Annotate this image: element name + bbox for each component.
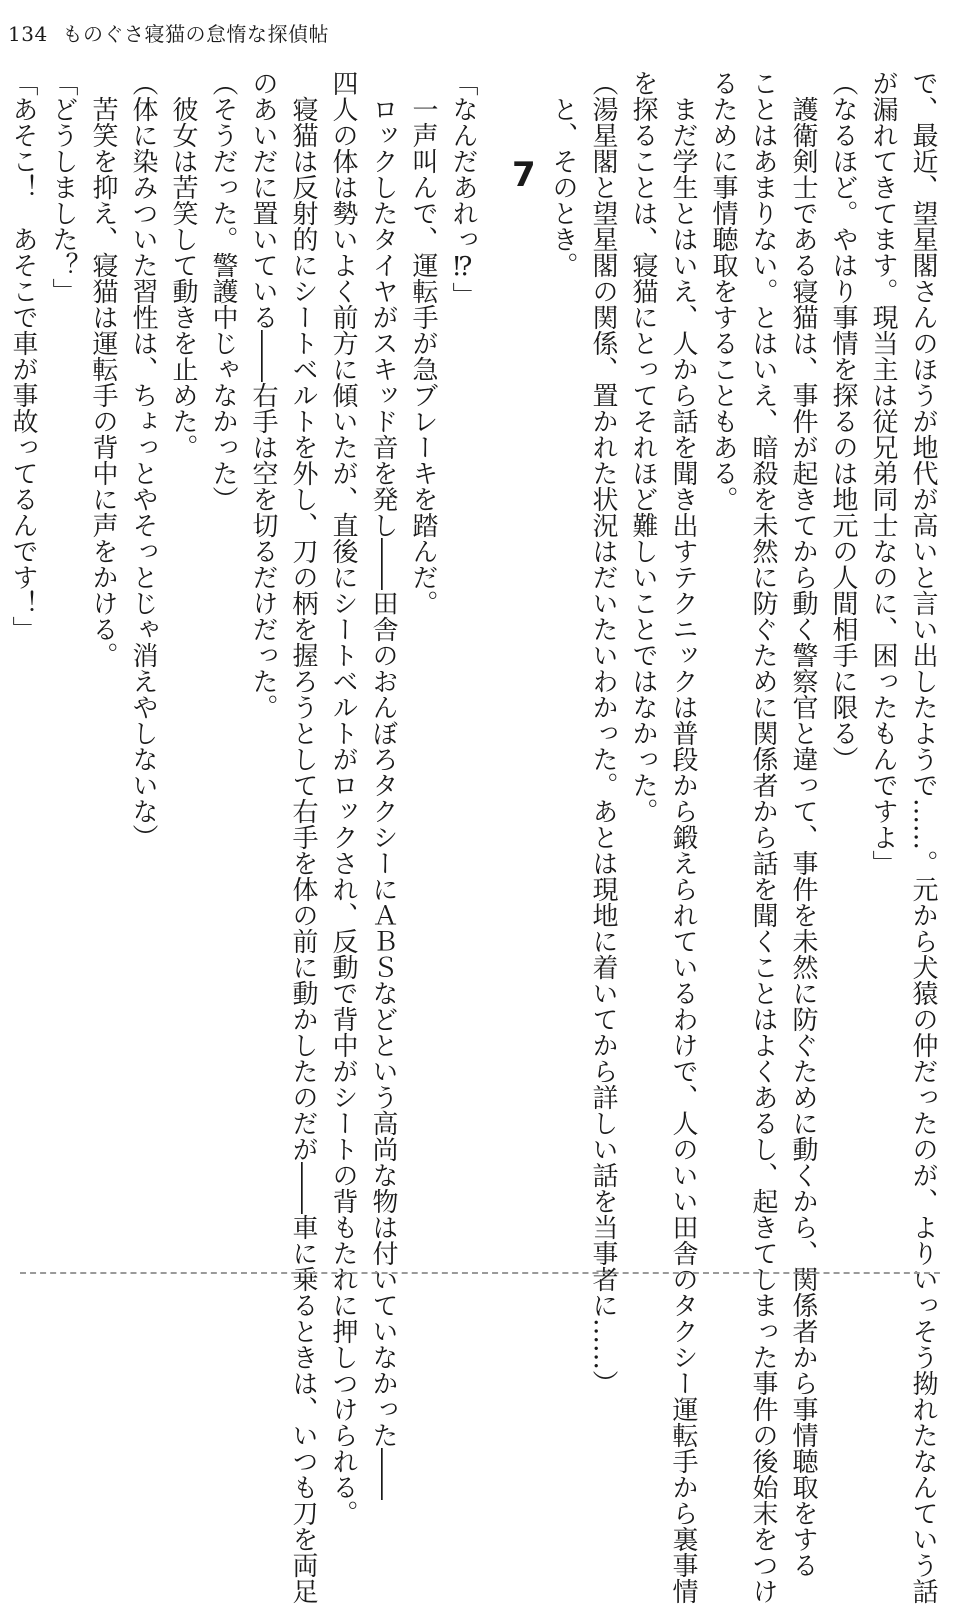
text-column: （湯星閣と望星閣の関係、置かれた状況はだいたいわかった。あとは現地に着いてから詳しい話を当事者に……） (588, 70, 618, 1396)
text-column: ことはあまりない。とはいえ、暗殺を未然に防ぐために関係者から話を聞くことはよくあるし、起きてしまった事件の後始末をつけ (748, 70, 778, 1604)
text-column: （体に染みついた習性は、ちょっとやそっとじゃ消えやしないな） (128, 70, 158, 850)
text-column: ロックしたタイヤがスキッド音を発し――田舎のおんぼろタクシーにＡＢＳなどという高尚な物は付いていなかった―― (368, 70, 398, 1500)
text-column: のあいだに置いている――右手は空を切るだけだった。 (248, 70, 278, 720)
text-column: まだ学生とはいえ、人から話を聞き出すテクニックは普段から鍛えられているわけで、人のいい田舎のタクシー運転手から裏事情 (668, 70, 698, 1604)
text-column: 寝猫は反射的にシートベルトを外し、刀の柄を握ろうとして右手を体の前に動かしたのだが――車に乗るときは、いつも刀を両足 (288, 70, 318, 1604)
text-column: 護衛剣士である寝猫は、事件が起きてから動く警察官と違って、事件を未然に防ぐために動くから、関係者から事情聴取をする (788, 70, 818, 1578)
text-column: で、最近、望星閣さんのほうが地代が高いと言い出したようで……。元から犬猿の仲だったのが、よりいっそう拗れたなんていう話 (908, 70, 938, 1604)
chapter-number: 7 (512, 155, 536, 195)
text-column: （なるほど。やはり事情を探るのは地元の人間相手に限る） (828, 70, 858, 772)
text-column: 四人の体は勢いよく前方に傾いたが、直後にシートベルトがロックされ、反動で背中がシートの背もたれに押しつけられる。 (328, 70, 358, 1526)
page-header (8, 18, 329, 47)
page-bottom-rule (20, 1272, 940, 1274)
text-column: 「どうしました？」 (48, 70, 78, 304)
text-column: 一声叫んで、運転手が急ブレーキを踏んだ。 (408, 70, 438, 616)
text-column: （そうだった。警護中じゃなかった） (208, 70, 238, 512)
page-number: 134 (8, 22, 48, 46)
text-column: 彼女は苦笑して動きを止めた。 (168, 70, 198, 460)
book-title: ものぐさ寝猫の怠惰な探偵帖 (62, 22, 330, 46)
text-column: と、そのとき。 (548, 70, 578, 278)
text-column: 苦笑を抑え、寝猫は運転手の背中に声をかける。 (88, 70, 118, 668)
text-column: 「なんだあれっ⁉」 (448, 70, 478, 308)
text-column: 「あそこ！ あそこで車が事故ってるんです！」 (8, 70, 38, 642)
text-column: を探ることは、寝猫にとってそれほど難しいことではなかった。 (628, 70, 658, 824)
text-column: るために事情聴取をすることもある。 (708, 70, 738, 512)
text-column: が漏れてきてます。現当主は従兄弟同士なのに、困ったもんですよ」 (868, 70, 898, 876)
